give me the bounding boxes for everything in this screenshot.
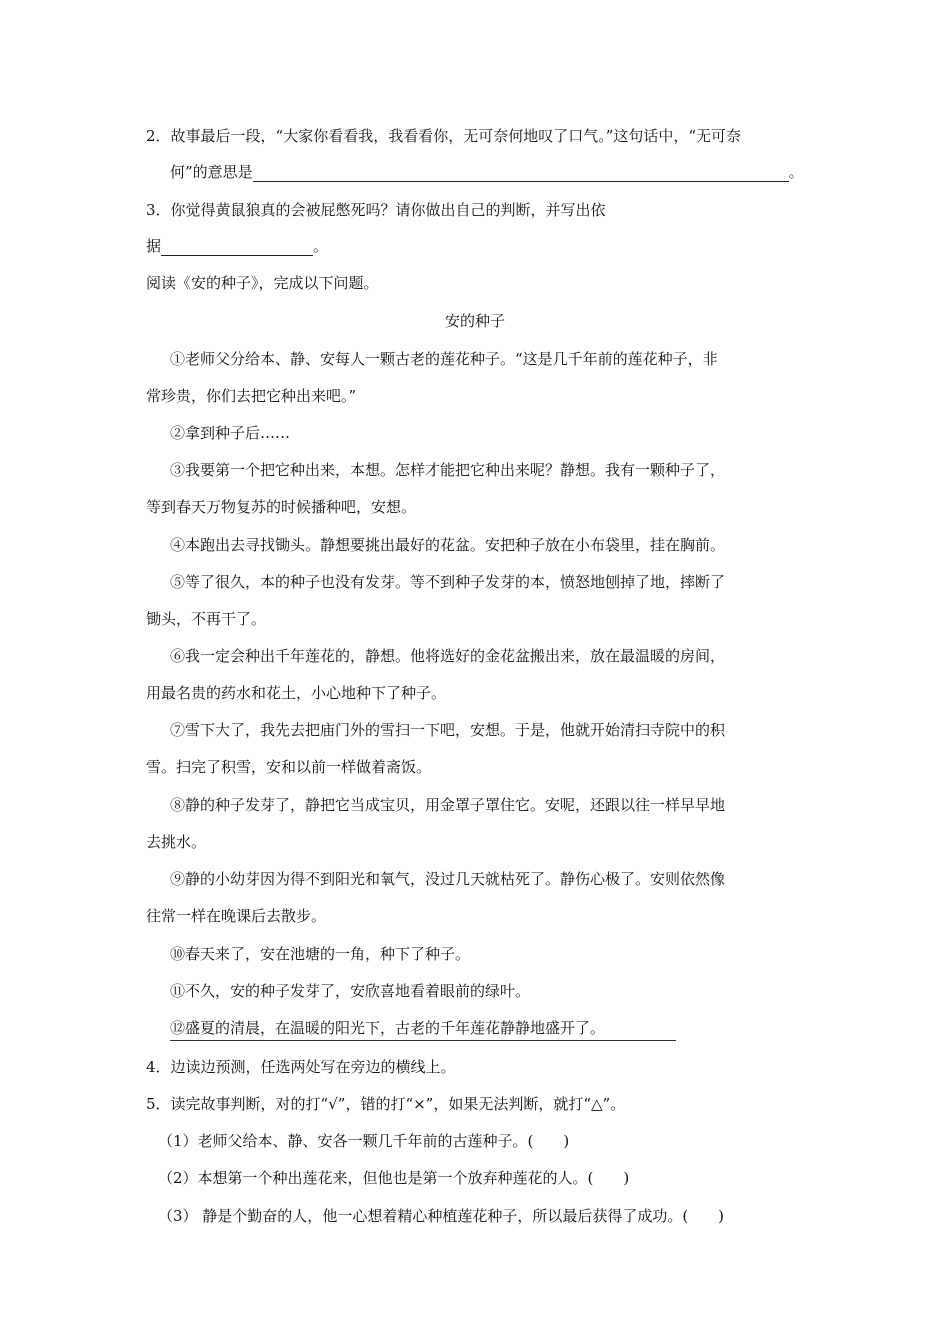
story-title: 安的种子: [444, 312, 505, 330]
story-paragraph-3-line-1: ③我要第一个把它种出来，本想。怎样才能把它种出来呢？静想。我有一颗种子了，: [170, 461, 726, 479]
question-5-item-1[interactable]: （1）老师父给本、静、安各一颗几千年前的古莲种子。( ): [158, 1132, 570, 1150]
question-3-suffix: 。: [313, 237, 329, 255]
story-paragraph-7-line-1: ⑦雪下大了，我先去把庙门外的雪扫一下吧，安想。于是，他就开始清扫寺院中的积: [170, 721, 726, 739]
question-3-prefix: 据: [146, 237, 162, 255]
answer-blank-q2[interactable]: [253, 165, 789, 182]
question-4: 4．边读边预测，任选两处写在旁边的横线上。: [146, 1058, 456, 1076]
story-paragraph-12-text: ⑫盛夏的清晨，在温暖的阳光下，古老的千年莲花静静地盛开了。: [170, 1018, 676, 1041]
story-paragraph-6-line-1: ⑥我一定会种出千年莲花的，静想。他将选好的金花盆搬出来，放在最温暖的房间，: [170, 647, 726, 665]
question-5-item-2[interactable]: （2）本想第一个种出莲花来，但他也是第一个放弃种莲花的人。( ): [158, 1169, 630, 1187]
question-5-item-3[interactable]: （3） 静是个勤奋的人，他一心想着精心种植莲花种子，所以最后获得了成功。( ): [158, 1207, 725, 1225]
question-2-prefix: 何”的意思是: [170, 163, 253, 181]
question-2-line-1: 2．故事最后一段，“大家你看看我，我看看你，无可奈何地叹了口气。”这句话中，“无可奈: [146, 127, 742, 145]
story-paragraph-1-line-1: ①老师父分给本、静、安每人一颗古老的莲花种子。“这是几千年前的莲花种子，非: [170, 350, 718, 368]
story-paragraph-5-line-1: ⑤等了很久，本的种子也没有发芽。等不到种子发芽的本，愤怒地刨掉了地，摔断了: [170, 573, 726, 591]
story-paragraph-8-line-2: 去挑水。: [146, 833, 207, 851]
question-5-stem: 5．读完故事判断，对的打“√”，错的打“×”，如果无法判断，就打“△”。: [146, 1095, 626, 1113]
story-paragraph-7-line-2: 雪。扫完了积雪，安和以前一样做着斋饭。: [146, 758, 432, 776]
story-paragraph-3-line-2: 等到春天万物复苏的时候播种吧，安想。: [146, 498, 417, 516]
story-paragraph-10: ⑩春天来了，安在池塘的一角，种下了种子。: [170, 945, 471, 963]
story-paragraph-11: ⑪不久，安的种子发芽了，安欣喜地看着眼前的绿叶。: [170, 982, 531, 1000]
story-paragraph-9-line-2: 往常一样在晚课后去散步。: [146, 907, 327, 925]
story-paragraph-6-line-2: 用最名贵的药水和花土，小心地种下了种子。: [146, 684, 447, 702]
story-paragraph-12: [170, 1018, 676, 1041]
question-3-line-1: 3．你觉得黄鼠狼真的会被屁憋死吗？请你做出自己的判断，并写出依: [146, 201, 606, 219]
story-paragraph-1-line-2: 常珍贵，你们去把它种出来吧。”: [146, 387, 357, 405]
question-2-line-2: [170, 162, 804, 182]
question-2-suffix: 。: [788, 163, 804, 181]
answer-blank-q3[interactable]: [161, 239, 313, 256]
story-paragraph-8-line-1: ⑧静的种子发芽了，静把它当成宝贝，用金罩子罩住它。安呢，还跟以往一样早早地: [170, 796, 726, 814]
story-paragraph-2: ②拿到种子后……: [170, 424, 291, 442]
story-paragraph-4: ④本跑出去寻找锄头。静想要挑出最好的花盆。安把种子放在小布袋里，挂在胸前。: [170, 536, 726, 554]
question-3-line-2: [146, 236, 328, 256]
reading-intro: 阅读《安的种子》，完成以下问题。: [146, 274, 379, 292]
story-paragraph-5-line-2: 锄头，不再干了。: [146, 610, 267, 628]
story-paragraph-9-line-1: ⑨静的小幼芽因为得不到阳光和氧气，没过几天就枯死了。静伤心极了。安则依然像: [170, 870, 726, 888]
